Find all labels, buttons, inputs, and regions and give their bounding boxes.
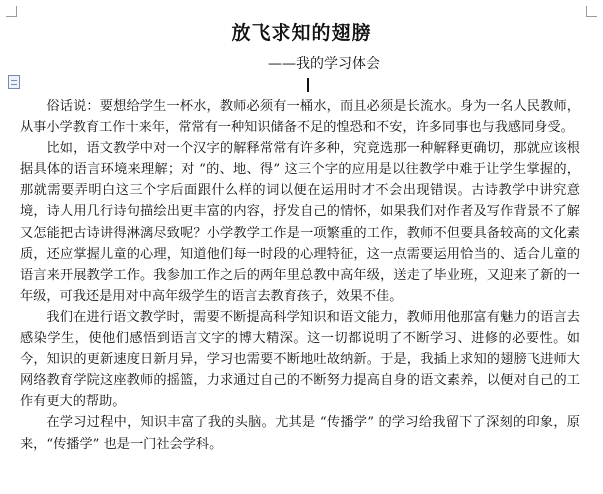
text-cursor	[307, 78, 309, 92]
paragraph: 在学习过程中，知识丰富了我的头脑。尤其是 “传播学” 的学习给我留下了深刻的印象，原来，“传播学” 也是一门社会学科。	[20, 415, 580, 452]
paragraph-marker-icon[interactable]	[8, 75, 20, 89]
paragraph: 俗话说：要想给学生一杯水，教师必须有一桶水，而且必须是长流水。身为一名人民教师，从事小学教育工作十来年，常常有一种知识储备不足的惶恐和不安，许多同事也与我感同身受。	[20, 99, 580, 136]
page-corner-mark-left	[6, 6, 17, 17]
document-body[interactable]	[20, 96, 580, 455]
document-title: 放飞求知的翅膀	[231, 22, 372, 44]
paragraph: 我们在进行语文教学时，需要不断提高科学知识和语文能力，教师用他那富有魅力的语言去感染学生，使他们感悟到语言文字的博大精深。这一切都说明了不断学习、进修的必要性。如今，知识的更新速度日新月异，学习也需要不断地吐故纳新。于是，我插上求知的翅膀飞进师大网络教育学院这座教师的摇篮，力求通过自己的不断努力提高自身的语文素养，以便对自己的工作有更大的帮助。	[20, 309, 580, 410]
page-corner-mark-right	[586, 6, 597, 17]
paragraph: 比如，语文教学中对一个汉字的解释常常有许多种，究竟选那一种解释更确切，那就应该根据具体的语言环境来理解；对 “的、地、得” 这三个字的应用是以往教学中难于让学生掌握的，那就需要弄明白这三个字后面跟什么样的词以便在运用时才不会出现错误。古诗教学中讲究意境，诗人用几行诗句描绘出更丰富的内容，抒发自己的情怀，如果我们对作者及写作背景不了解又怎能把古诗讲得淋漓尽致呢？小学教学工作是一项繁重的工作，教师不但要具备较高的文化素质，还应掌握儿童的心理，知道他们每一时段的心理特征，这一点需要运用恰当的、适合儿童的语言来开展教学工作。我参加工作之后的两年里总教中高年级，送走了毕业班，又迎来了新的一年级，可我还是用对中高年级学生的语言去教育孩子，效果不佳。	[20, 141, 580, 304]
document-subtitle: ——我的学习体会	[268, 56, 380, 72]
